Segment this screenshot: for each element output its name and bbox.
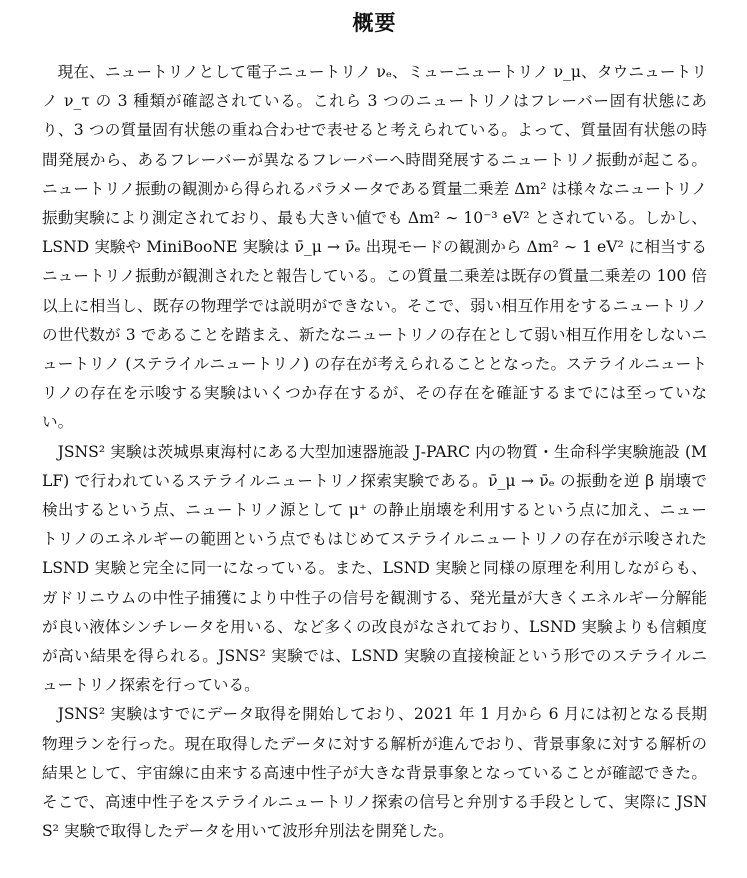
abstract-paragraph-3: JSNS² 実験はすでにデータ取得を開始しており、2021 年 1 月から 6 月には初となる長期物理ランを行った。現在取得したデータに対する解析が進んでおり、背景事象に対する解析の結果として、宇宙線に由来する高速中性子が大きな背景事象となっていることが確認できた。そこで、高速中性子をステライルニュートリノ探索の信号と弁別する手段として、実際に JSNS² 実験で取得したデータを用いて波形弁別法を開発した。 [42,705,707,841]
abstract-paragraph-1: 現在、ニュートリノとして電子ニュートリノ νₑ、ミューニュートリノ ν_μ、タウニュートリノ ν_τ の 3 種類が確認されている。これら 3 つのニュートリノはフレーバー固有状態にあり、3 つの質量固有状態の重ね合わせで表せると考えられている。よって、質量固有状態の時間発展から、あるフレーバーが異なるフレーバーへ時間発展するニュートリノ振動が起こる。ニュートリノ振動の観測から得られるパラメータである質量二乗差 Δm² は様々なニュートリノ振動実験により測定されており、最も大きい値でも Δm² ∼ 10⁻³ eV² とされている。しかし、LSND 実験や MiniBooNE 実験は ν̄_μ → ν̄ₑ 出現モードの観測から Δm² ∼ 1 eV² に相当するニュートリノ振動が観測されたと報告している。この質量二乗差は既存の質量二乗差の 100 倍以上に相当し、既存の物理学では説明ができない。そこで、弱い相互作用をするニュートリノの世代数が 3 であることを踏まえ、新たなニュートリノの存在として弱い相互作用をしないニュートリノ (ステライルニュートリノ) の存在が考えられることとなった。ステライルニュートリノの存在を示唆する実験はいくつか存在するが、その存在を確証するまでには至っていない。 [42,63,707,432]
abstract-paragraph-2: JSNS² 実験は茨城県東海村にある大型加速器施設 J-PARC 内の物質・生命科学実験施設 (MLF) で行われているステライルニュートリノ探索実験である。ν̄_μ → ν̄ₑ の振動を逆 β 崩壊で検出するという点、ニュートリノ源として μ⁺ の静止崩壊を利用するという点に加え、ニュートリノのエネルギーの範囲という点でもはじめてステライルニュートリノの存在が示唆された LSND 実験と完全に同一になっている。また、LSND 実験と同様の原理を利用しながらも、ガドリニウムの中性子捕獲により中性子の信号を観測する、発光量が大きくエネルギー分解能が良い液体シンチレータを用いる、など多くの改良がなされており、LSND 実験よりも信頼度が高い結果を得られる。JSNS² 実験では、LSND 実験の直接検証という形でのステライルニュートリノ探索を行っている。 [42,442,707,695]
section-title: 概要 [352,11,397,35]
